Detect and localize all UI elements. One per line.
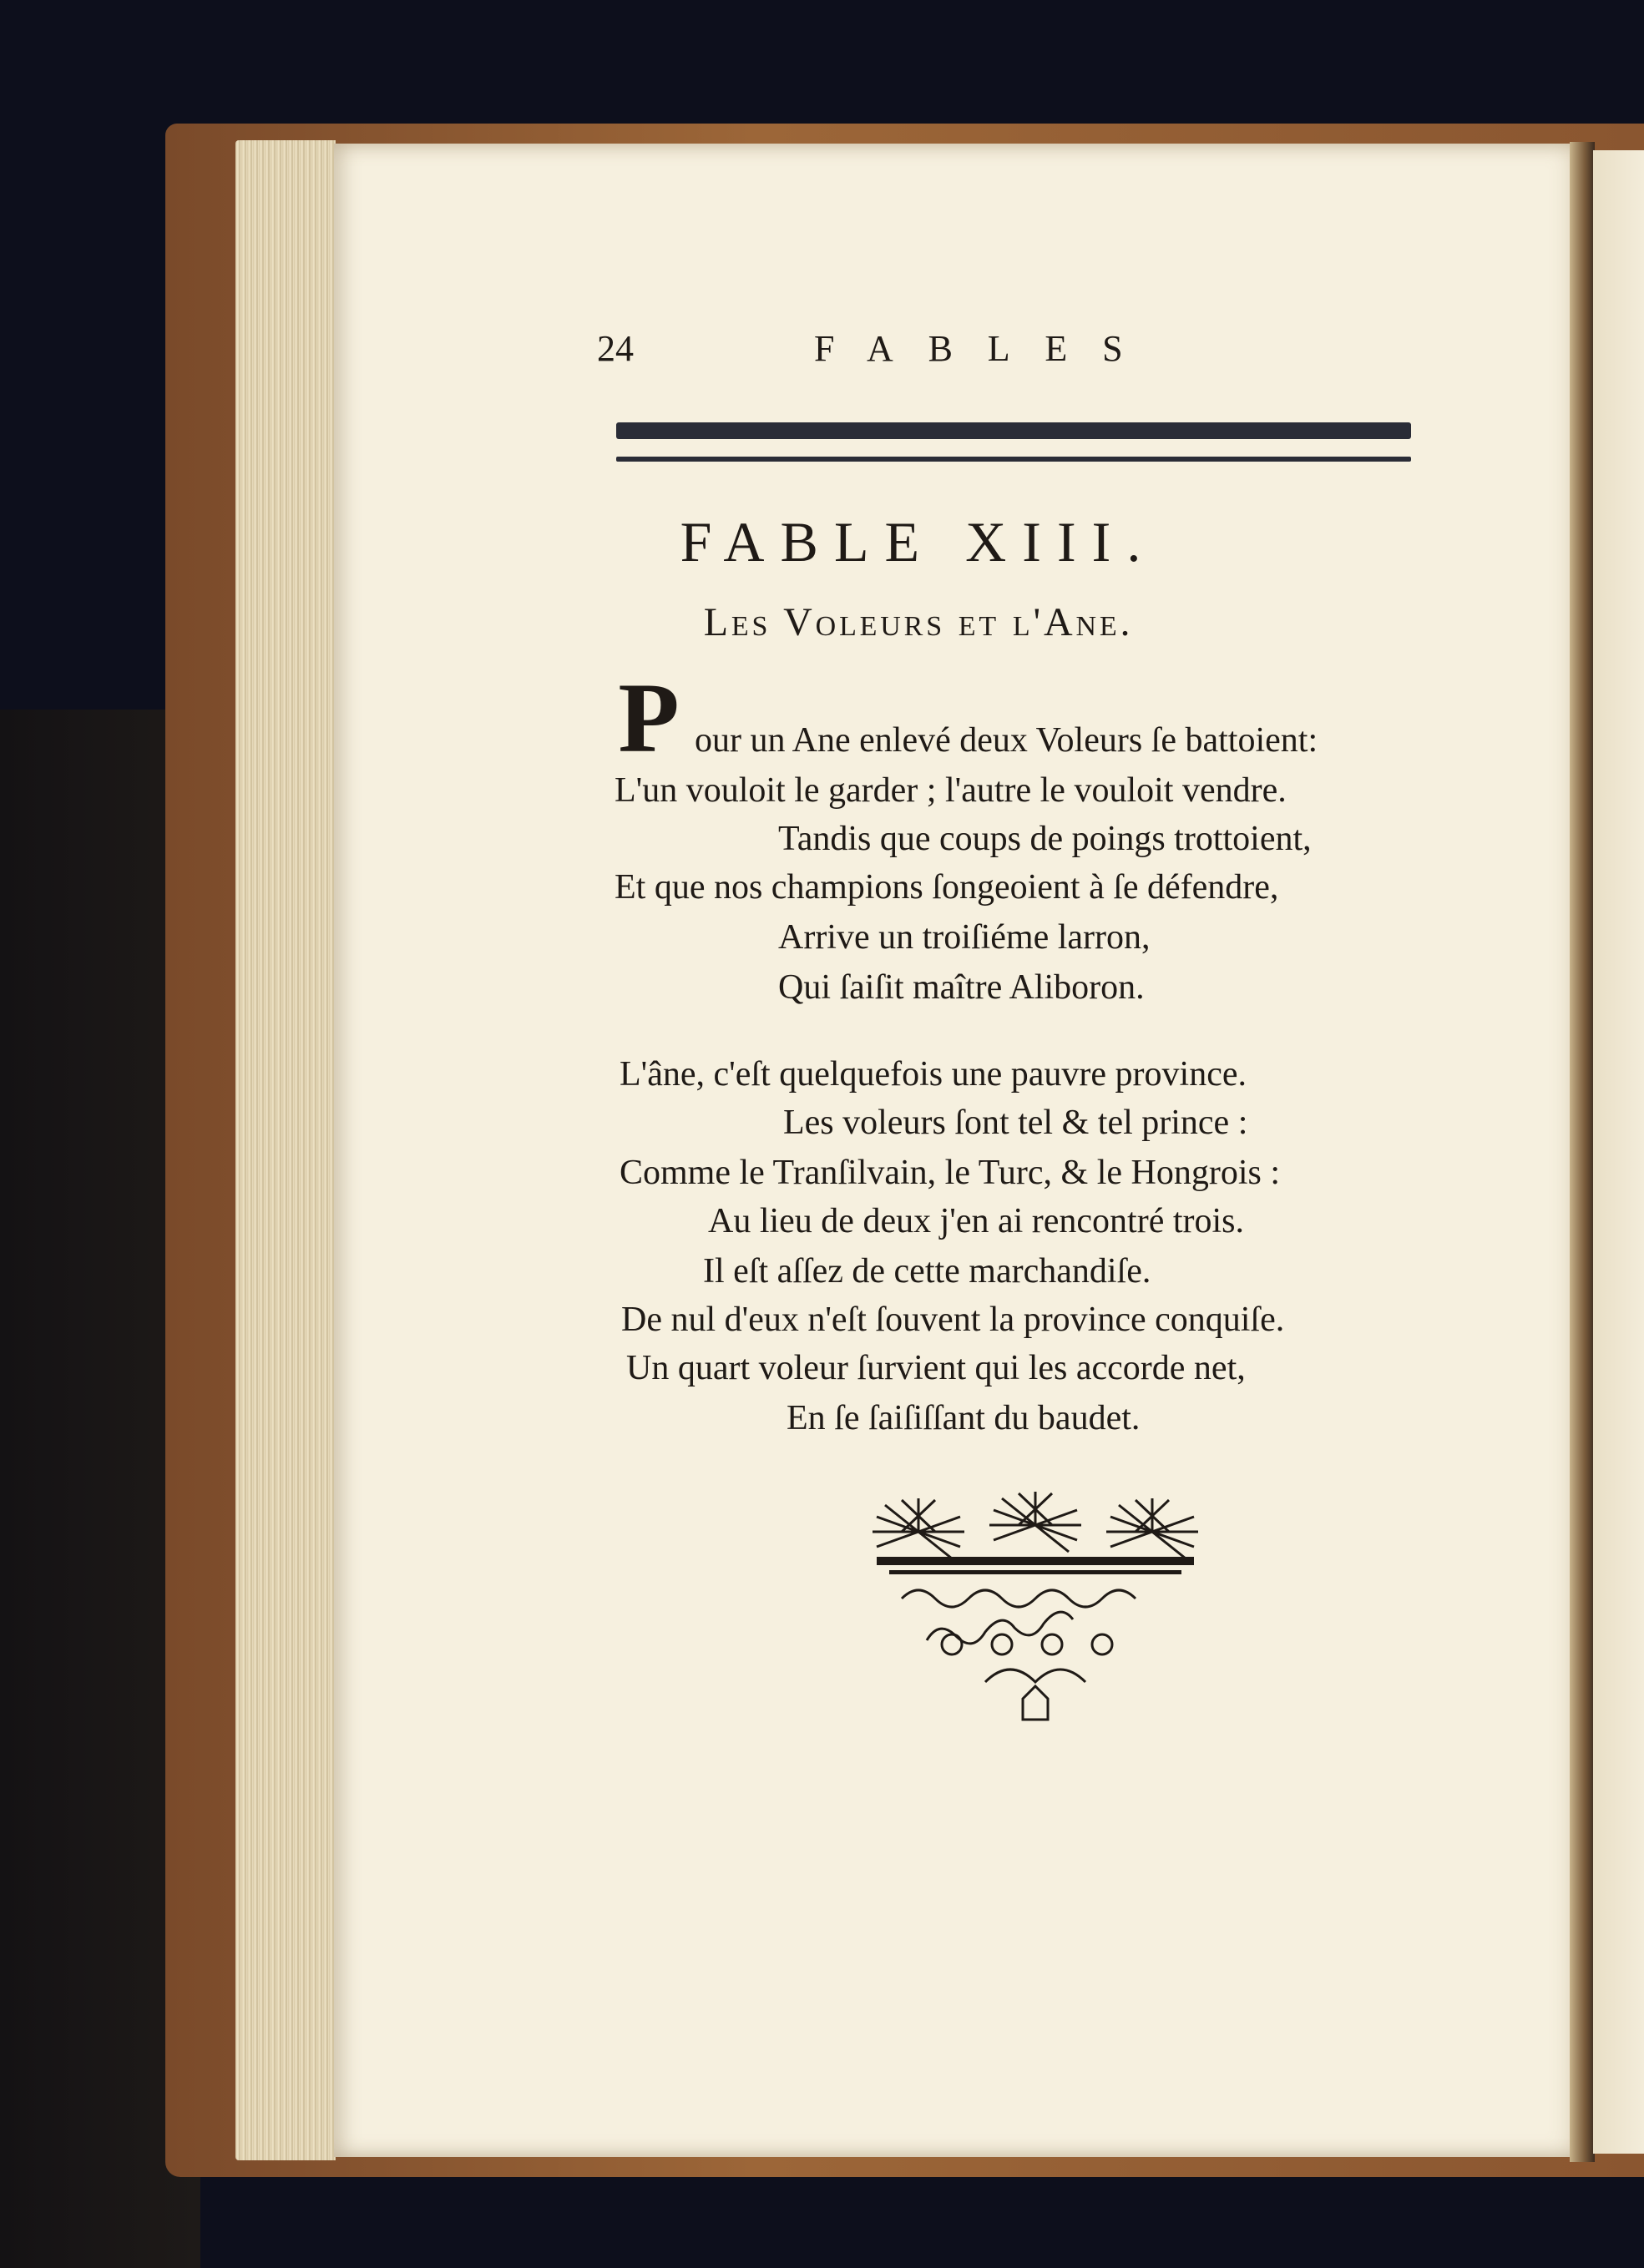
verse-line: our un Ane enlevé deux Voleurs ſe battoient: (695, 721, 1318, 760)
verse-line: Au lieu de deux j'en ai rencontré trois. (708, 1202, 1245, 1240)
verse-line: Il eſt aſſez de cette marchandiſe. (703, 1252, 1151, 1291)
verse-line: En ſe ſaiſiſſant du baudet. (787, 1399, 1141, 1437)
fable-title: FABLE XIII. (680, 510, 1157, 573)
verse-line: L'un vouloit le garder ; l'autre le vouloit vendre. (615, 771, 1287, 810)
verse-line: Les voleurs ſont tel & tel prince : (783, 1104, 1248, 1142)
verse-line: Tandis que coups de poings trottoient, (778, 820, 1312, 858)
drop-cap: P (618, 662, 680, 773)
fable-subtitle: Les Voleurs et l'Ane. (703, 600, 1134, 644)
verse-line: Arrive un troiſiéme larron, (778, 918, 1151, 957)
verse-line: Comme le Tranſilvain, le Turc, & le Hongrois : (620, 1154, 1281, 1192)
verse-line: Qui ſaiſit maître Aliboron. (778, 968, 1145, 1007)
page-number: 24 (597, 328, 634, 369)
fleuron-icon (852, 1473, 1219, 1749)
verse-line: Un quart voleur ſurvient qui les accorde net, (626, 1349, 1246, 1387)
verse-line: De nul d'eux n'eſt ſouvent la province conquiſe. (621, 1301, 1285, 1339)
verse-line: L'âne, c'eſt quelquefois une pauvre province. (620, 1055, 1247, 1094)
running-title: FABLES (814, 328, 1158, 369)
verse-line: Et que nos champions ſongeoient à ſe défendre, (615, 868, 1279, 907)
